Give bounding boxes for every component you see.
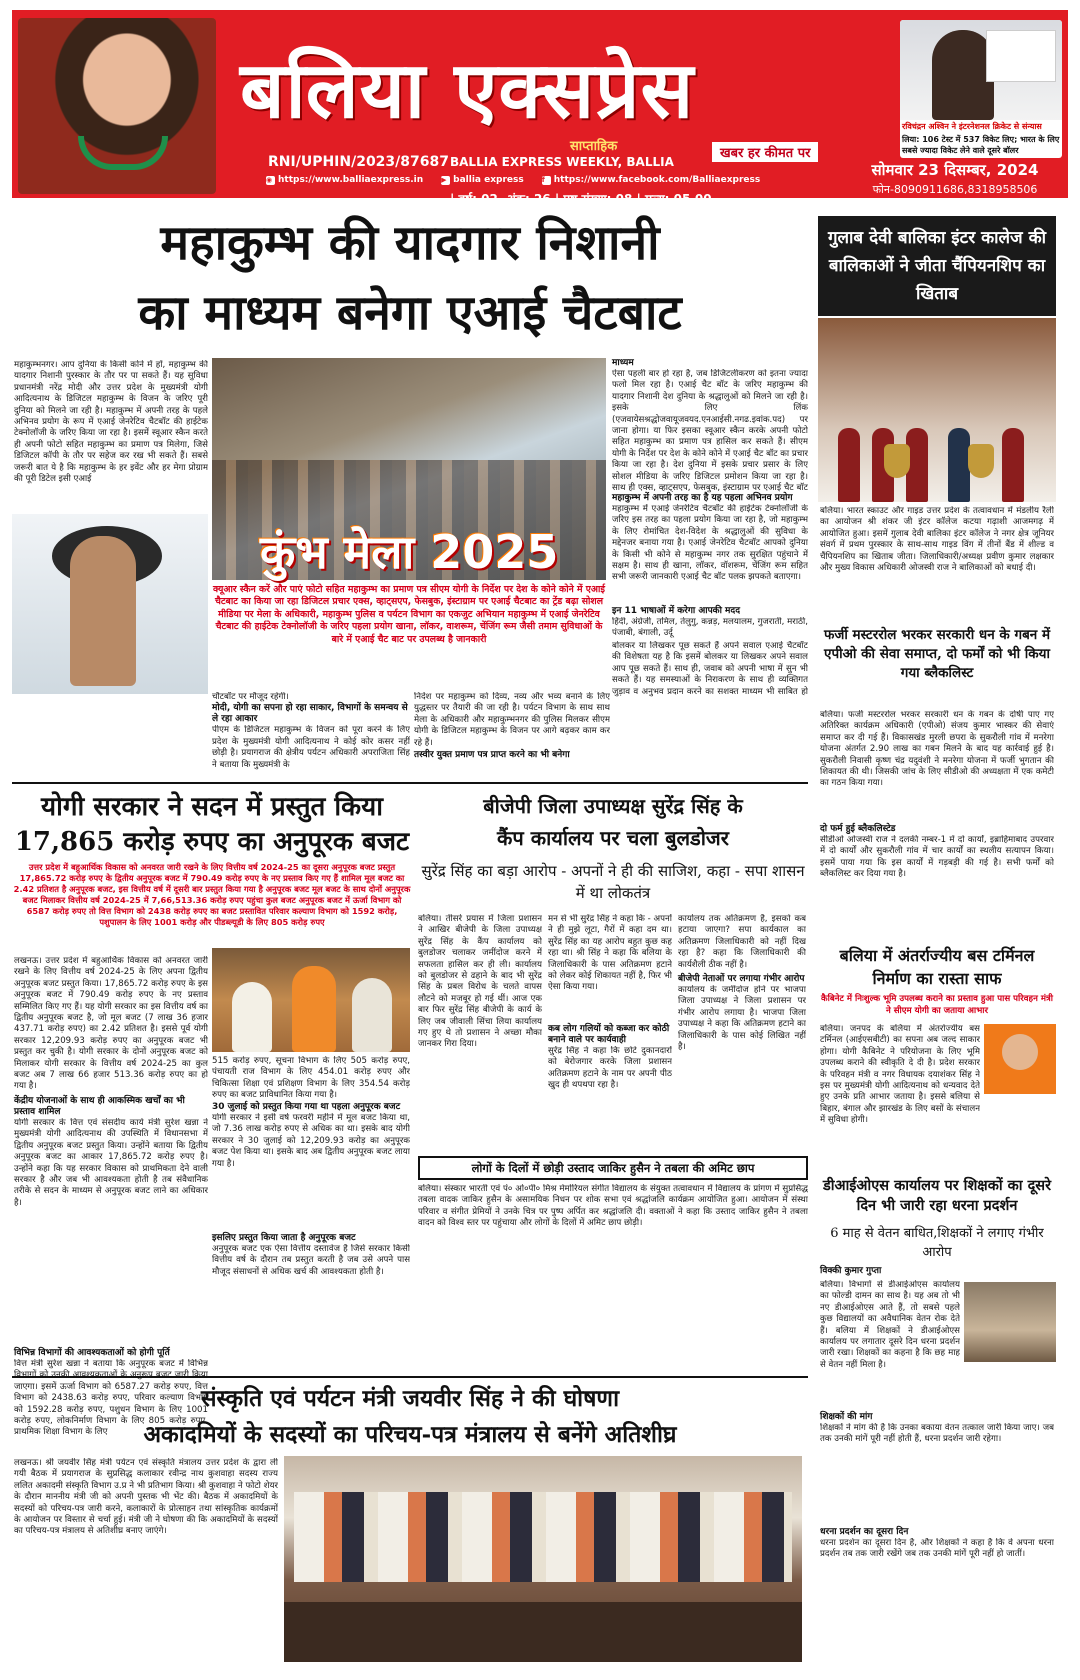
main-lower-sub: चौटबॉट पर मौजूद रहेगी।	[212, 692, 289, 702]
bjp-text-4: कार्यालय तक अतिक्रमण है, इसको कब हटाया जाएगा? सपा कार्यकाल का अतिक्रमण जिलाधिकारी को नहीं दिख रहा है? कहा कि जिलाधिकारी की कार्यशैली ठीक नहीं है।	[678, 914, 806, 970]
weekly-tag: साप्ताहिक	[570, 139, 618, 154]
bus-deck: कैबिनेट में निःशुल्क भूमि उपलब्ध कराने का प्रस्ताव हुआ पास परिवहन मंत्री ने सीएम योगी का जताया आभार	[821, 994, 1053, 1016]
assembly-photo	[212, 948, 410, 1052]
cricket-news-card[interactable]	[900, 20, 1062, 158]
main-right-text-1: ऐसा पहली बार हो रहा है, जब डिजिटलीकरण को इतना ज्यादा फलो मिल रहा है। एआई चैट बॉट के जरिए महाकुम्भ की यादगार निशानी देश दुनिया के श्रद्धालुओं को मिलने जा रही है। इसके लिए लिंक (एजवायेसश्रद्धोजवायूजवयद.एनआईसी.नगढ.इवांक.पद) पर जाना होगा। या फिर इसका स्वूआर स्कैन करके अपनी फोटो सहित महाकुम्भ का प्रमाण पत्र हासिल कर सकते हैं। सीएम योगी के निर्देश पर देश के कोने कोने में एआई चैट बॉट का प्रचार किया जा रहा है। देश दुनिया में इसके प्रचार प्रसार के लिए सोशल मीडिया के जरिए डिजिटल प्रमोशन किया जा रहा है। साथ ही एक्स, व्हाट्सएप, फेसबुक, इंस्टाग्राम पर एआई चैट बॉट	[612, 369, 808, 493]
main-right-text-2: महाकुम्भ में एआई जेनरेटिव चैटबॉट की हाईटेक टेक्नोलॉजी के जरिए इस तरह का पहला प्रयोग किया जा रहा है, जो महाकुम्भ के लिए रोमांचित देश-विदेश के श्रद्धालुओं की सुविधा के मद्देनजर बनाया गया है। एआई जेनरेटिव चैटबॉट आपको दुनिया के किसी भी कोने से महाकुम्भ नगर तक सुरक्षित पहुंचाने में सक्षम है। साथ ही खाना, लॉकर, वॉशरूम, चेंजिंग रूम सहित सभी जरूरी जानकारी एआई चैट बॉट पलक झपकते बताएगा।	[612, 504, 808, 583]
culture-body: लखनऊ। श्री जयवीर सिंह मंत्री पर्यटन एवं संस्कृति मंत्रालय उत्तर प्रदेश के द्वारा ली गयी बैठक में प्रयागराज के सुप्रसिद्ध कलाकार रवीन्द्र नाथ कुशवाहा सदस्य राज्य ललित अकादमी संस्कृति विभाग उ.प्र ने भी प्रतिभाग किया। श्री कुशवाहा ने फोटो शेयर के दौरान माननीय मंत्री जी को अपनी पुस्तक भी भेंट की। बैठक में अकादमियों के सदस्यों को परिचय-पत्र जारी करने, कलाकारों के प्रोत्साहन तथा सांस्कृतिक कार्यक्रमों के आयोजन पर विस्तार से चर्चा हुई। मंत्री जी ने घोषणा की कि अकादमियों के सदस्यों का परिचय-पत्र मंत्रालय से अतिशीघ्र बनाए जाएंगे।	[14, 1458, 278, 1537]
budget-headline	[12, 790, 412, 860]
dios-deck: 6 माह से वेतन बाधित,शिक्षकों ने लगाए गंभीर आरोप	[830, 1226, 1044, 1260]
bjp-column-1: बलिया। तीसरे प्रयास में जिला प्रशासन ने आखिर बीजेपी के जिला उपाध्यक्ष सुरेंद्र सिंह के कैंप कार्यालय को बुलडोजर चलाकर जमींदोज करने में सफलता हासिल कर ही ली। कार्यालय को बुलडोजर से ढहाने के बाद भी सुरेंद्र सिंह के प्रबल विरोध के चलते वापस लौटने को मजबूर हो गई थीं। आज एक बार फिर सुरेंद्र सिंह बीजेपी के कार्य के लिए जब जीवाली सिंचा लिया कार्यालय गए हुए थे तो प्रशासन ने अच्छा मौका जानकर गिरा दिया।	[418, 914, 542, 1050]
fraud-story	[820, 710, 1054, 940]
main-right-text-4: बोलकर या लिखकर पूछ सकते हैं अपने सवाल एआई चैटबॉट की विशेषता यह है कि इसमें बोलकर या लिखकर अपने सवाल आप पूछ सकते हैं। साथ ही, जवाब को अपनी भाषा में सुन भी सकते हैं। यह समस्याओं के निराकरण के साथ ही व्यक्तिगत जुड़ाव व अनुभव प्रदान करने का सशक्त माध्यम भी साबित हो	[612, 641, 808, 697]
budget-sub-2: विभिन्न विभागों की आवश्यकताओं को होगी पूर्ति	[14, 1348, 170, 1358]
youtube-link[interactable]	[441, 173, 524, 187]
facebook-text: https://www.facebook.com/Balliaexpress	[553, 175, 761, 185]
dios-story-bottom	[820, 1412, 1054, 1658]
youtube-icon: ▶	[441, 176, 450, 185]
main-lower-mid-text: निर्देश पर महाकुम्भ को दिव्य, नव्य और भव्य बनाने के लिए युद्धस्तर पर तैयारी की जा रही है। पर्यटन विभाग के साथ साथ मेला के अधिकारी और महाकुम्भनगर की पुलिस मिलकर सीएम योगी के डिजिटल महाकुम्भ के विजन पर आगे बढ़कर काम कर रहे हैं।	[414, 692, 610, 748]
player-figure	[932, 30, 994, 120]
budget-text-4: 515 करोड़ रुपए, सूचना विभाग के लिए 505 करोड़ रुपए, पंचायती राज विभाग के लिए 454.01 करोड़ रुपए और चिकित्सा शिक्षा एवं प्रशिक्षण विभाग के लिए 354.54 करोड़ रुपए का बजट प्राविधानित किया गया है।	[212, 1056, 410, 1101]
facebook-icon: f	[542, 176, 551, 185]
main-story-column-1: महाकुम्भनगर। आप दुनिया के किसी कोने में हों, महाकुम्भ की यादगार निशानी पुरस्कार के तौर पर पा सकते हैं। यह सुविधा प्रधानमंत्री नरेंद्र मोदी और उत्तर प्रदेश के मुख्यमंत्री योगी आदित्यनाथ के डिजिटल महाकुम्भ के विजन के जरिए पूरी दुनिया को मिलने जा रही है। महाकुम्भ में अपनी तरह के पहले अभिनव प्रयोग के रूप में एआई जेनरेटिव चैटबॉट की हाईटेक टेक्नोलॉजी के जरिए किया जा रहा है। इसमें स्वूआर स्कैन करते ही अपनी फोटो सहित महाकुम्भ का प्रमाण पत्र मिलेगा, जिसे डिजिटल कॉपी के तौर पर सहेज कर रख भी सकते हैं। सबसे जरूरी बात ये है कि महाकुम्भ के हर इवेंट और हर मेगा प्रोग्राम की पूरी डिटेल इसी एआई	[14, 360, 208, 485]
trophy-shield-1	[884, 444, 910, 478]
school-award-photo	[818, 318, 1056, 502]
dios-body-3: धरना प्रदर्शन का दूसरा दिन है, और शिक्षकों ने कहा है कि वे अपना धरना प्रदर्शन तब तक जारी रखेंगे जब तक उनकी मांगें पूरी नहीं हो जातीं।	[820, 1538, 1054, 1560]
minister-portrait	[984, 1024, 1056, 1094]
budget-text-5: योगी सरकार ने इसी वर्ष फरवरी महीने में मूल बजट किया था, जो 7.36 लाख करोड़ रुपए से अधिक का था। इसके बाद योगी सरकार ने 30 जुलाई को 12,209.93 करोड़ का अनुपूरक बजट पेश किया था। इसके बाद अब द्वितीय अनुपूरक बजट लाया गया है।	[212, 1113, 410, 1169]
cricket-photo	[900, 20, 1062, 120]
culture-meeting-photo	[284, 1456, 802, 1662]
member-figure	[352, 978, 392, 1052]
sadhu-photo	[12, 514, 208, 694]
bjp-column-3	[678, 914, 806, 1150]
culture-headline-line-1: संस्कृति एवं पर्यटन मंत्री जयवीर सिंह ने की घोषणा	[200, 1385, 620, 1412]
masthead	[12, 10, 1068, 206]
bjp-headline-line-2: कैंप कार्यालय पर चला बुलडोजर	[497, 826, 729, 850]
newspaper-title: बलिया एक्सप्रेस	[240, 45, 695, 136]
budget-sub-4: इसलिए प्रस्तुत किया जाता है अनुपूरक बजट	[212, 1233, 356, 1243]
main-headline	[12, 208, 808, 348]
meeting-people-row	[294, 1492, 792, 1582]
bjp-sub-2: बीजेपी नेताओं पर लगाया गंभीर आरोप	[678, 974, 805, 984]
issue-info: | वर्ष: 02, अंक: 26 | पृष्ठ संख्या: 08 | मूल्य: 05.00	[450, 192, 712, 206]
student-figure-5	[1002, 428, 1024, 502]
main-story-lower-left	[212, 692, 410, 778]
bjp-deck: सुरेंद्र सिंह का बड़ा आरोप - अपनों ने ही की साजिश, कहा - सपा शासन में था लोकतंत्र	[421, 862, 805, 902]
dios-body: बलिया। विभागों से डीआईओएस कार्यालय का फोल्डी दामन का साथ है। यह अब तो भी नए डीआईओएस आते हैं, तो सबसे पहले कुछ विद्यालयों का अवैधानिक वेतन रोक देते हैं। बलिया में शिक्षकों ने डीआईओएस कार्यालय पर लगातार दूसरे दिन धरना प्रदर्शन जारी रखा। शिक्षकों का कहना है कि छह माह से वेतन नहीं मिला है।	[820, 1280, 960, 1370]
budget-text-2: योगी सरकार के वित्त एवं संसदीय कार्य मंत्री सुरेश खन्ना ने मुख्यमंत्री योगी आदित्यनाथ की उपस्थिति में विधानसभा में द्वितीय अनुपूरक बजट प्रस्तुत किया। उन्होंने बताया कि द्वितीय अनुपूरक बजट का आकार 17,865.72 करोड़ रुपए है। उन्होंने कहा कि यह सरकार विकास को प्राथमिकता देने वाली सरकार है और जब भी आवश्यकता होती है तब संवैधानिक तरीके से सदन के माध्यम से अनुपूरक बजट लाने का अधिकार है।	[14, 1118, 208, 1208]
tabla-body: बलिया। संस्कार भारती एवं पं० ओ०पी० मिश्र मेमोरियल संगीत विद्यालय के संयुक्त तत्वावधान में विद्यालय के प्रांगण में सुप्रसिद्ध तबला वादक जाकिर हुसैन के असामयिक निधन पर शोक सभा एवं श्रद्धांजलि कार्यक्रम आयोजित हुआ। आयोजन में संस्था परिवार व संगीत प्रेमियों ने उनके चित्र पर पुष्प अर्पित कर श्रद्धांजलि दी। वक्ताओं ने कहा कि उस्ताद जाकिर हुसैन ने तबला वादन को विश्व स्तर पर पहुंचाया और लोगों के दिलों में अमिट छाप छोड़ी।	[418, 1184, 808, 1229]
brand-line: BALLIA EXPRESS WEEKLY, BALLIA	[450, 155, 674, 169]
dios-headline: डीआईओएस कार्यालय पर शिक्षकों का दूसरे दिन भी जारी रहा धरना प्रदर्शन	[822, 1177, 1052, 1214]
dios-office-photo	[964, 1282, 1056, 1362]
school-headline: गुलाब देवी बालिका इंटर कालेज की बालिकाओं ने जीता चैंपियनशिप का खिताब	[818, 216, 1056, 316]
phone-numbers: फोन-8090911686,8318958506	[872, 183, 1038, 196]
date-box	[842, 160, 1068, 194]
bus-headline: बलिया में अंतर्राज्यीय बस टर्मिनल निर्माण का रास्ता साफ	[839, 946, 1035, 988]
main-story-callout: क्यूआर स्कैन करें और पाएं फोटो सहित महाकुम्भ का प्रमाण पत्र सीएम योगी के निर्देश पर देश के कोने कोने में एआई चैटबाट का किया जा रहा डिजिटल प्रचार एक्स, व्हाट्सएप, फेसबुक, इंस्टाग्राम पर एआई चैटबाट का ट्रेंड बढ़ा सोशल मीडिया पर मेला के अधिकारी, महाकुम्भ पुलिस व पर्यटन विभाग का एकजुट अभियान महाकुम्भ में एआई जेनरेटिव चैटबाट की हाईटेक टेक्नोलॉजी के जरिए पहला प्रयोग खाना, लॉकर, वाशरूम, चेंजिंग रूम जैसी तमाम सुविधाओं के बारे में एआई चैट बाट पर उपलब्ध है जानकारी	[212, 584, 605, 645]
main-right-sub-3: इन 11 भाषाओं में करेगा आपकी मदद	[612, 606, 740, 616]
dios-sub-1: शिक्षकों की मांग	[820, 1412, 873, 1422]
school-body: बलिया। भारत स्काउट और गाइड उत्तर प्रदेश के तत्वावधान में मंडलीय रैली का आयोजन श्री शंकर जी इंटर कॉलेज कटया गढ़ाशी आजमगढ़ में आयोजित हुआ। इसमें गुलाब देवी बालिका इंटर कॉलेज ने नगर क्षेत्र जूनियर संवर्ग में प्रथम पुरस्कार के साथ-साथ गाइड विंग में तीनों बैंड में शील्ड व चैंपियनशिप का खिताब जीता। जिलाधिकारी/अध्यक्ष प्रवीण कुमार लक्षकार और मुख्य विकास अधिकारी ओजस्वी राज ने बालिकाओं को बधाई दी।	[820, 506, 1054, 574]
bjp-column-2	[548, 914, 672, 1150]
fraud-body-2: सीडीओ ओजस्वी राज ने दलकी नम्बर-1 में दो कार्यों, इब्राहिमाबाद उपरवार में दो कार्यों और सुकरौली गांव में चार कार्यों का स्थलीय सत्यापन किया। इसमें पाया गया कि इस कार्यों में गड़बड़ी की गई है। सभी फर्मों को ब्लैकलिस्ट कर दिया गया है।	[820, 835, 1054, 880]
sadhu-figure	[70, 536, 136, 686]
budget-headline-line-2: 17,865 करोड़ रुपए का अनुपूरक बजट	[14, 827, 410, 857]
trophy-shield-2	[968, 444, 994, 478]
minister-figure	[232, 982, 272, 1052]
bjp-text-2: मन से भी सुरेंद्र सिंह ने कहा कि - अपनों ने ही मुझे लूटा, गैरों में कहा दम था। सुरेंद्र सिंह का यह आरोप बहुत कुछ कह रहा था। श्री सिंह ने कहा कि बलिया के जिलाधिकारी के पास अतिक्रमण हटाने को लेकर कोई शिकायत नहीं है, फिर भी ऐसा किया गया।	[548, 914, 672, 993]
main-lower-sub-2: मोदी, योगी का सपना हो रहा साकार, विभागों के समन्वय से ले रहा आकार	[212, 703, 408, 725]
bjp-headline-line-1: बीजेपी जिला उपाध्यक्ष सुरेंद्र सिंह के	[483, 794, 743, 818]
tabla-headline: लोगों के दिलों में छोड़ी उस्ताद जाकिर हुसैन ने तबला की अमिट छाप	[418, 1156, 808, 1180]
budget-text-3: वित्त मंत्री सुरेश खन्ना ने बताया कि अनुपूरक बजट में विभिन्न विभागों को उनकी आवश्यकताओं के अनुरूप बजट जारी किया जाएगा। इसमें ऊर्जा विभाग को 6587.27 करोड़ रुपए, वित्त विभाग को 2438.63 करोड़ रुपए, परिवार कल्याण विभाग को 1592.28 करोड़ रुपए, पशुधन विभाग के लिए 1001 करोड़ रुपए, लोकनिर्माण विभाग के लिए 805 करोड़ रुपए, प्राथमिक शिक्षा विभाग के लिए	[14, 1359, 208, 1438]
budget-text-6: अनुपूरक बजट एक ऐसा वित्तीय दस्तावेज है जिसे सरकार किसी वित्तीय वर्ष के दौरान तब प्रस्तुत करती है जब उसे अपने पास मौजूद संसाधनों से अधिक खर्च की आवश्यकता होती है।	[212, 1244, 410, 1277]
speaker-figure	[292, 966, 336, 1052]
necklace-graphic	[78, 136, 168, 170]
main-story-lower-mid	[414, 692, 610, 778]
advertisement-model-photo	[18, 18, 216, 194]
budget-sub-3: 30 जुलाई को प्रस्तुत किया गया था पहला अनुपूरक बजट	[212, 1102, 401, 1112]
main-lower-mid-sub: तस्वीर युक्त प्रमाण पत्र प्राप्त करने का भी बनेगा	[414, 750, 570, 760]
culture-headline	[12, 1381, 808, 1453]
budget-text-1: लखनऊ। उत्तर प्रदेश में बहुआर्थिक विकास को अनवरत जारी रखने के लिए वित्तीय वर्ष 2024-25 के लिए अपना द्वितीय अनुपूरक बजट प्रस्तुत किया। 17,865.72 करोड़ रुपए के इस अनुपूरक बजट में 790.49 करोड़ रुपए के नए प्रस्ताव सम्मिलित किए गए हैं। यह योगी सरकार का इस वित्तीय वर्ष का द्वितीय अनुपूरक बजट है, जो मूल बजट (7 लाख 36 हजार 437.71 करोड़ रुपए) का 2.42 प्रतिशत है। इससे पूर्व योगी सरकार 12,209.93 करोड़ रुपए का अनुपूरक बजट भी प्रस्तुत कर चुकी है। योगी सरकार के दोनों अनुपूरक बजट को मिलाकर योगी सरकार के वित्तीय वर्ष 2024-25 का कुल बजट अब 7 लाख 66 हजार 513.36 करोड़ रुपए का हो गया है।	[14, 956, 208, 1092]
bjp-text-3: सुरेंद्र सिंह ने कहा कि छोटे दुकानदारों को बेरोजगार करके जिला प्रशासन अतिक्रमण हटाने के नाम पर अपनी पीठ खुद ही थपथपा रहा है।	[548, 1046, 672, 1091]
divider-main	[12, 782, 808, 784]
budget-headline-line-1: योगी सरकार ने सदन में प्रस्तुत किया	[41, 792, 383, 822]
website-text: https://www.balliaexpress.in	[278, 175, 424, 185]
main-right-text-3: हिंदी, अंग्रेजी, तमिल, तेलुगु, कन्नड़, मलयालम, गुजराती, मराठी, पंजाबी, बंगाली, उर्दू	[612, 617, 808, 639]
website-link[interactable]	[266, 173, 423, 187]
main-right-sub-1: माध्यम	[612, 358, 634, 368]
dios-sub-2: धरना प्रदर्शन का दूसरा दिन	[820, 1527, 909, 1537]
cricket-caption-1: रविचंद्रन अश्विन ने इंटरनेशनल क्रिकेट से संन्यास	[902, 122, 1042, 131]
youtube-text: ballia express	[453, 175, 524, 185]
kumbh-banner: कुंभ मेला 2025	[260, 525, 559, 579]
bus-body: बलिया। जनपद के बलिया में अंतर्राज्यीय बस टर्मिनल (आईएसबीटी) का सपना अब जल्द साकार होगा। योगी कैबिनेट ने परियोजना के लिए भूमि उपलब्ध कराने की स्वीकृति दे दी है। प्रदेश सरकार के परिवहन मंत्री व नगर विधायक दयाशंकर सिंह ने इस पर मुख्यमंत्री योगी आदित्यनाथ को धन्यवाद देते हुए उनके प्रति आभार जताया है। इससे बलिया से बिहार, बंगाल और झारखंड के लिए बसों के संचालन में सुविधा होगी।	[820, 1024, 980, 1126]
links-bar	[266, 173, 806, 187]
bjp-sub-1: कब लोग गलियों को कब्जा कर कोठी बनाने वाले पर कार्यवाही	[548, 1024, 670, 1045]
main-headline-line-1: महाकुम्भ की यादगार निशानी	[160, 215, 660, 271]
culture-headline-line-2: अकादमियों के सदस्यों का परिचय-पत्र मंत्रालय से बनेंगे अतिशीघ्र	[143, 1421, 677, 1448]
cricket-caption-2: लिया: 106 टेस्ट में 537 विकेट लिए; भारत के लिए सबसे ज्यादा विकेट लेने वाले दूसरे बॉलर	[902, 135, 1060, 155]
globe-icon: ◉	[266, 176, 275, 185]
main-lower-left-text: पीएम के डिजिटल महाकुम्भ के विजन को पूरा करने के लिए प्रदेश के मुख्यमंत्री योगी आदित्यनाथ ने कोई कोर कसर नहीं छोड़ी है। प्रयागराज की क्षेत्रीय पर्यटन अधिकारी अपराजिता सिंह ने बताया कि मुख्यमंत्री के	[212, 725, 410, 770]
student-figure-1	[838, 428, 860, 502]
main-story-right-column	[612, 358, 808, 697]
fraud-sub: दो फर्म हुई ब्लैकलिस्टेड	[820, 824, 896, 834]
bjp-text-5: कार्यालय के जमींदोज होने पर भाजपा जिला उपाध्यक्ष ने जिला प्रशासन पर गंभीर आरोप लगाया है। भाजपा जिला उपाध्यक्ष ने कहा कि अतिक्रमण हटाने का जिलाधिकारी के पास कोई लिखित नहीं है।	[678, 985, 806, 1053]
student-figure-4	[948, 428, 970, 502]
tweet-card	[986, 30, 1056, 82]
budget-deck: उत्तर प्रदेश में बहुआर्थिक विकास को अनवरत जारी रखने के लिए वित्तीय वर्ष 2024-25 का दूसरा अनुपूरक बजट प्रस्तुत 17,865.72 करोड़ रुपए के द्वितीय अनुपूरक बजट में 790.49 करोड़ रुपए के नए प्रस्ताव किए गए हैं शामिल मूल बजट का 2.42 प्रतिशत है अनुपूरक बजट, इस वित्तीय वर्ष में दूसरी बार प्रस्तुत किया गया है अनुपूरक बजट मूल बजट के साथ दोनों अनुपूरक बजट मिलाकर वित्तीय वर्ष 2024-25 में 7,66,513.36 करोड़ रुपए पहुंचा कुल बजट अनुपूरक बजट में ऊर्जा विभाग को 6587 करोड़ रुपए तो वित्त विभाग को 2438 करोड़ रुपए का बजट प्रस्तावित परिवार कल्याण विभाग को 1592 करोड़, पशुपालन के लिए 1001 करोड़ और पीडब्ल्यूडी के लिए 805 करोड़ रुपए	[13, 862, 411, 927]
meeting-table	[284, 1602, 802, 1662]
fraud-body: बलिया। फर्जी मस्टररोल भरकर सरकारी धन के गबन के दोषी पाए गए अतिरिक्त कार्यक्रम अधिकारी (एपीओ) संजय कुमार भास्कर की सेवाएं समाप्त कर दी गई हैं। विकासखंड मुरली छपरा के सुकरौली गांव में मनरेगा योजना अंतर्गत 2.90 लाख का गबन मिलने के बाद यह कार्रवाई हुई है। सुकरौली निवासी कृष्ण चंद्र यदुवंशी ने मनरेगा योजना में फर्जी भुगतान की शिकायत की थी। जिसकी जांच के लिए सीडीओ की अध्यक्षता में एक कमेटी का गठन किया गया।	[820, 710, 1054, 789]
divider-culture	[12, 1376, 808, 1378]
rni-number: RNI/UPHIN/2023/87687	[268, 154, 449, 170]
dios-body-2: शिक्षकों ने मांग की है कि उनका बकाया वेतन तत्काल जारी किया जाए। जब तक उनकी मांगें पूरी नहीं होती हैं, धरना प्रदर्शन जारी रहेगा।	[820, 1423, 1054, 1445]
facebook-link[interactable]	[542, 173, 760, 187]
main-right-sub-2: महाकुम्भ में अपनी तरह का है यह पहला अभिनव प्रयोग	[612, 493, 793, 503]
slogan: खबर हर कीमत पर	[712, 142, 818, 162]
main-headline-line-2: का माध्यम बनेगा एआई चैटबाट	[138, 285, 682, 341]
bjp-headline-box	[418, 786, 808, 856]
budget-sub-1: केंद्रीय योजनाओं के साथ ही आकस्मिक खर्चों का भी प्रस्ताव शामिल	[14, 1096, 185, 1117]
fraud-headline: फर्जी मस्टररोल भरकर सरकारी धन के गबन में एपीओ की सेवा समाप्त, दो फर्मों को भी किया गया ब्लैकलिस्ट	[823, 627, 1051, 681]
issue-date: सोमवार 23 दिसम्बर, 2024	[871, 161, 1039, 179]
dios-byline: विक्की कुमार गुप्ता	[820, 1266, 882, 1276]
